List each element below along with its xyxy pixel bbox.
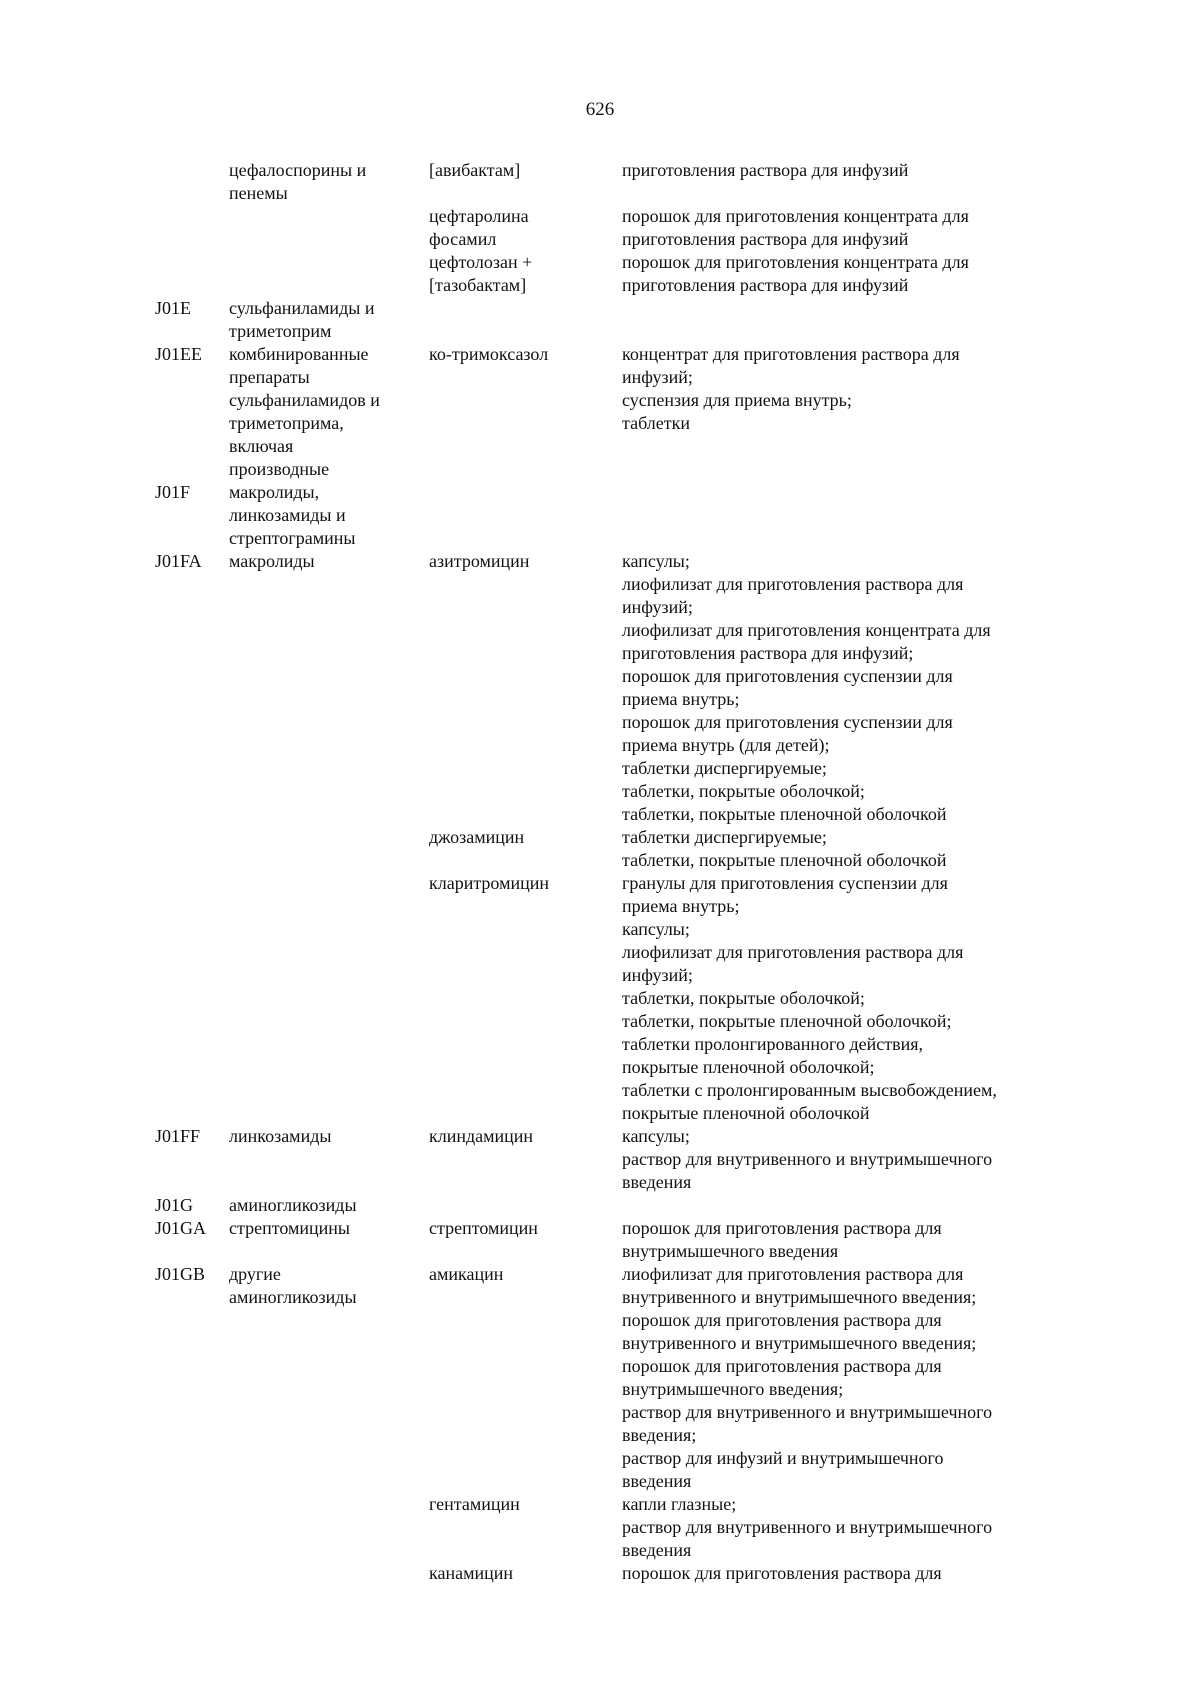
drug-name: [авибактам] [429, 160, 521, 180]
dosage-form: порошок для приготовления концентрата для приготовления раствора для инфузий [622, 252, 969, 295]
atc-code [155, 205, 229, 251]
drug-name: джозамицин [429, 827, 525, 847]
drug-name: гентамицин [429, 1494, 520, 1514]
table-row [0, 159, 1200, 205]
atc-group: макролиды, линкозамиды и стрептограмины [229, 482, 356, 548]
atc-code [155, 872, 229, 1125]
table-row [0, 481, 1200, 550]
dosage-form: капли глазные; раствор для внутривенного и внутримышечного введения [622, 1494, 993, 1560]
dosage-form: таблетки диспергируемые; таблетки, покрытые пленочной оболочкой [622, 827, 947, 870]
atc-group: линкозамиды [229, 1126, 332, 1146]
dosage-form: концентрат для приготовления раствора для инфузий; суспензия для приема внутрь; таблетки [622, 344, 960, 433]
table-row [0, 872, 1200, 1125]
atc-group [229, 251, 429, 297]
atc-code: J01GB [155, 1264, 206, 1284]
table-row [0, 251, 1200, 297]
table-row [0, 1125, 1200, 1194]
drug-name: амикацин [429, 1264, 504, 1284]
drug-name [429, 481, 622, 550]
table-row [0, 1263, 1200, 1493]
atc-group: другие аминогликозиды [229, 1264, 357, 1307]
atc-code [155, 826, 229, 872]
drug-name [429, 1194, 622, 1217]
atc-group [229, 1562, 429, 1585]
table-row [0, 297, 1200, 343]
atc-code: J01EE [155, 344, 202, 364]
table-row [0, 826, 1200, 872]
table-row [0, 1562, 1200, 1585]
table-row [0, 205, 1200, 251]
drug-name: кларитромицин [429, 873, 550, 893]
atc-group: макролиды [229, 551, 315, 571]
page-number: 626 [585, 99, 615, 120]
atc-group: сульфаниламиды и триметоприм [229, 298, 375, 341]
dosage-form [622, 297, 1052, 343]
dosage-form: порошок для приготовления концентрата для приготовления раствора для инфузий [622, 206, 969, 249]
dosage-form: капсулы; раствор для внутривенного и внутримышечного введения [622, 1126, 993, 1192]
atc-group [229, 205, 429, 251]
atc-code: J01FA [155, 551, 202, 571]
drug-name: цефтаролина фосамил [429, 206, 529, 249]
atc-group [229, 1493, 429, 1562]
dosage-form [622, 1194, 1052, 1217]
atc-code [155, 159, 229, 205]
atc-group [229, 826, 429, 872]
table-row [0, 550, 1200, 826]
dosage-form: порошок для приготовления раствора для [622, 1563, 942, 1583]
atc-code [155, 1562, 229, 1585]
dosage-form: капсулы; лиофилизат для приготовления раствора для инфузий; лиофилизат для приготовления концентрата для приготовления раствора для инфузий; порошок для приготовления суспензии для приема внутрь; порошок для приготовления суспензии для приема внутрь (для детей); таблетки диспергируемые; таблетки, покрытые оболочкой; таблетки, покрытые пленочной оболочкой [622, 551, 991, 824]
dosage-form: порошок для приготовления раствора для внутримышечного введения [622, 1218, 942, 1261]
atc-group: комбинированные препараты сульфаниламидов и триметоприма, включая производные [229, 344, 380, 479]
drug-name: азитромицин [429, 551, 530, 571]
drug-name: стрептомицин [429, 1218, 538, 1238]
dosage-form: лиофилизат для приготовления раствора для внутривенного и внутримышечного введения; порошок для приготовления раствора для внутривенного и внутримышечного введения; порошок для приготовления раствора для внутримышечного введения; раствор для внутривенного и внутримышечного введения; раствор для инфузий и внутримышечного введения [622, 1264, 993, 1491]
table-row [0, 343, 1200, 481]
table-row [0, 1194, 1200, 1217]
atc-code: J01F [155, 482, 191, 502]
dosage-form [622, 481, 1052, 550]
atc-group [229, 872, 429, 1125]
drug-table [0, 159, 1200, 1585]
table-row [0, 1493, 1200, 1562]
atc-group: цефалоспорины и пенемы [229, 160, 367, 203]
atc-code [155, 251, 229, 297]
atc-code [155, 1493, 229, 1562]
drug-name: канамицин [429, 1563, 514, 1583]
dosage-form: приготовления раствора для инфузий [622, 160, 909, 180]
drug-name: цефтолозан + [тазобактам] [429, 252, 533, 295]
atc-code: J01E [155, 298, 191, 318]
table-row [0, 1217, 1200, 1263]
dosage-form: гранулы для приготовления суспензии для приема внутрь; капсулы; лиофилизат для приготовления раствора для инфузий; таблетки, покрытые оболочкой; таблетки, покрытые пленочной оболочкой; таблетки пролонгированного действия, покрытые пленочной оболочкой; таблетки с пролонгированным высвобождением, покрытые пленочной оболочкой [622, 873, 997, 1123]
atc-group: аминогликозиды [229, 1195, 357, 1215]
drug-name: ко-тримоксазол [429, 344, 549, 364]
atc-code: J01FF [155, 1126, 201, 1146]
drug-name [429, 297, 622, 343]
atc-group: стрептомицины [229, 1218, 350, 1238]
atc-code: J01GA [155, 1218, 207, 1238]
drug-name: клиндамицин [429, 1126, 534, 1146]
atc-code: J01G [155, 1195, 194, 1215]
